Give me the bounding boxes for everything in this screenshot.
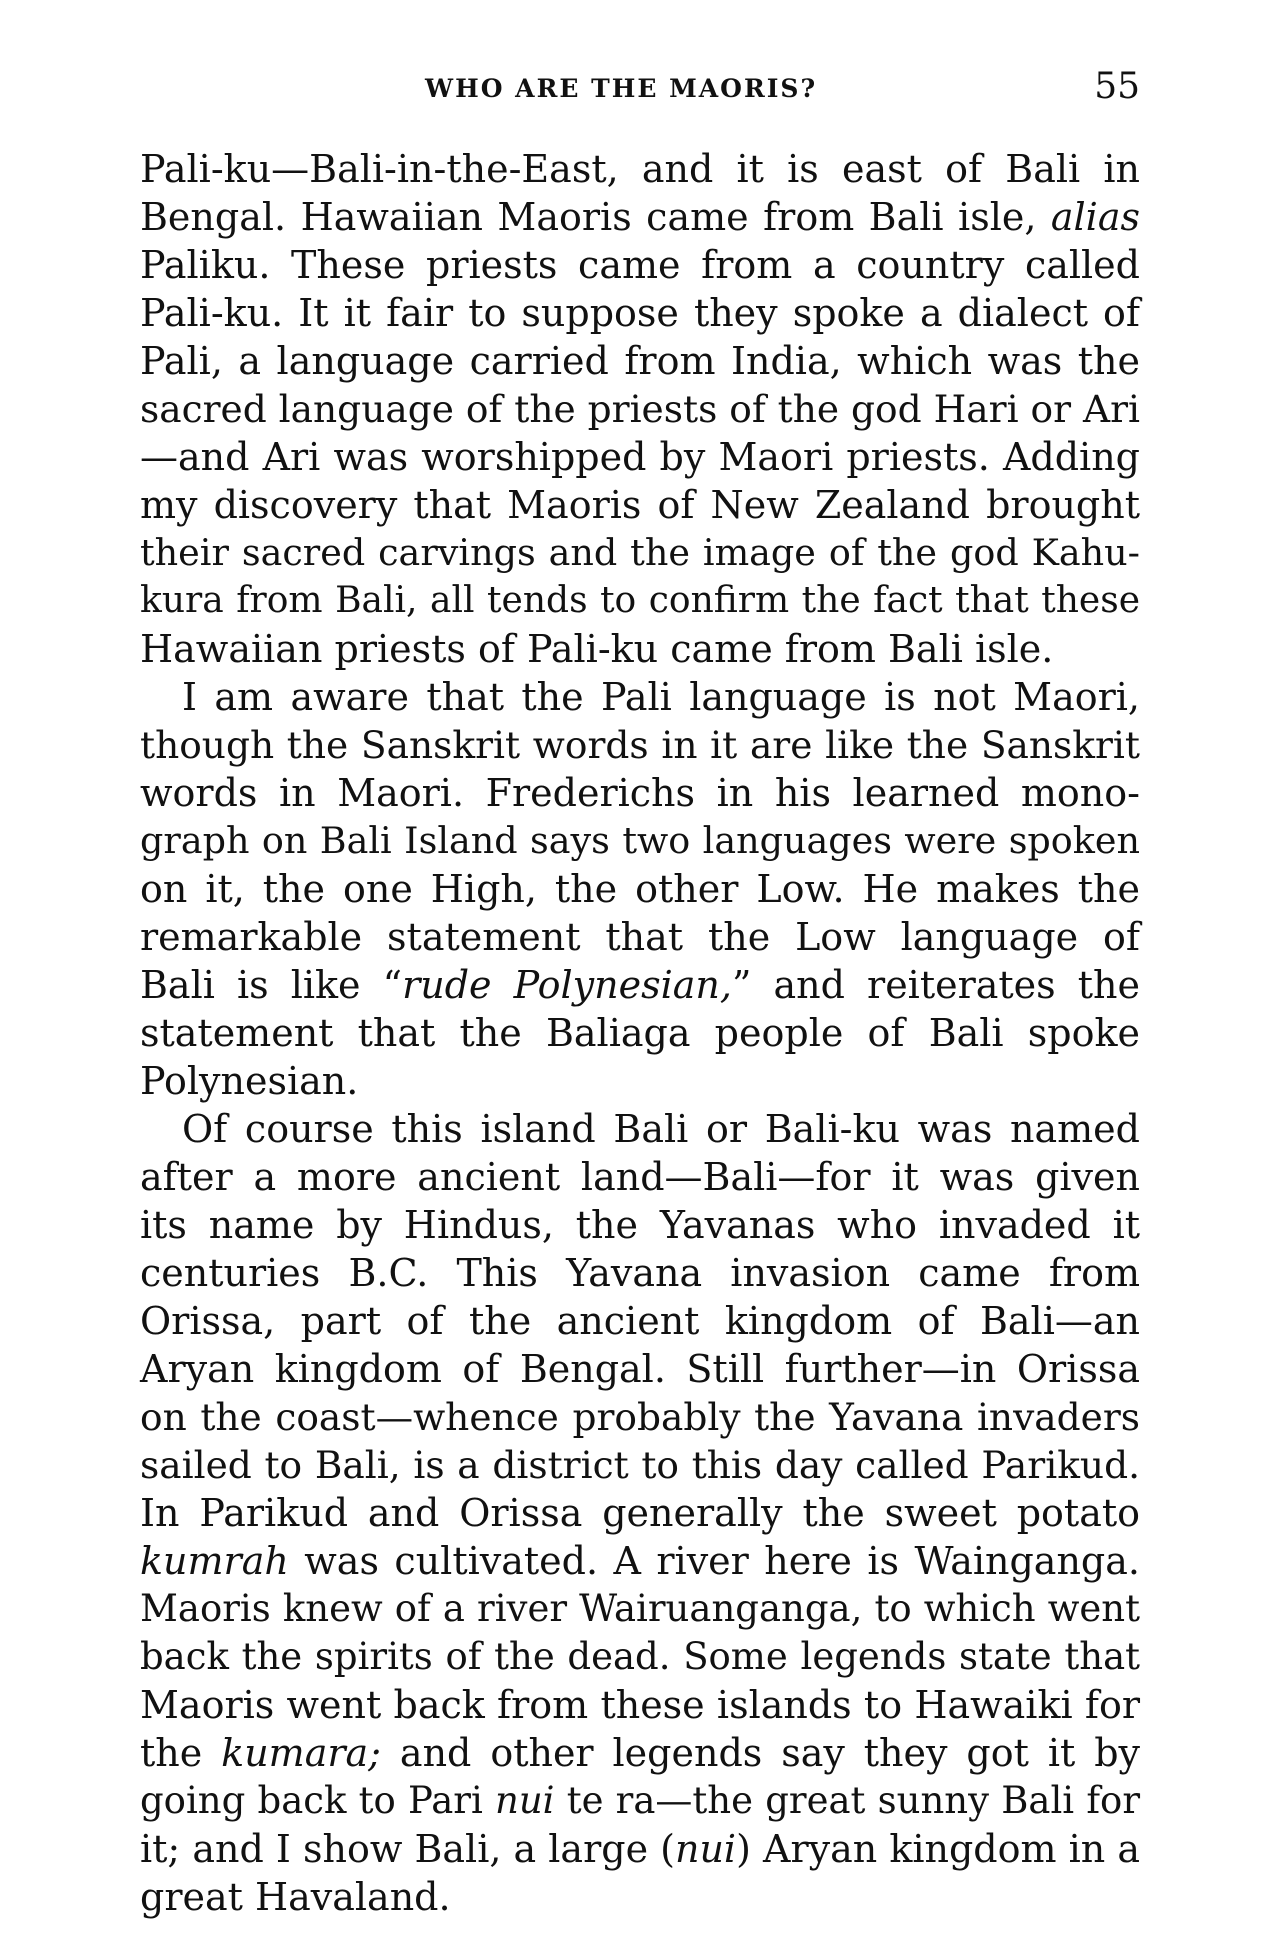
text-line: graph on Bali Island says two languages were spoken: [140, 819, 1140, 862]
running-head: [140, 66, 1140, 106]
text-line: Polynesian.: [140, 1059, 359, 1103]
text-line: Aryan kingdom of Bengal. Still further—in Orissa: [140, 1347, 1140, 1391]
text-line: on the coast—whence probably the Yavana invaders: [140, 1395, 1140, 1439]
text-line: Orissa, part of the ancient kingdom of Bali—an: [140, 1299, 1140, 1343]
text-line: Bengal. Hawaiian Maoris came from Bali isle, alias: [140, 195, 1140, 239]
text-line: it; and I show Bali, a large (nui) Aryan kingdom in a: [140, 1827, 1141, 1871]
text-line: after a more ancient land—Bali—for it was given: [140, 1155, 1140, 1199]
body-text: [140, 145, 1140, 1921]
page-number: 55: [1094, 66, 1140, 107]
text-line: remarkable statement that the Low language of: [140, 915, 1140, 959]
paragraph-1: [140, 145, 1140, 673]
text-line: Paliku. These priests came from a country called: [140, 243, 1140, 287]
text-line: its name by Hindus, the Yavanas who invaded it: [140, 1203, 1140, 1247]
text-line: on it, the one High, the other Low. He makes the: [140, 867, 1140, 911]
paragraph-2: [140, 673, 1140, 1105]
paragraph-3: [140, 1105, 1140, 1921]
text-line: I am aware that the Pali language is not Maori,: [182, 675, 1140, 719]
text-line: Maoris knew of a river Wairuanganga, to which went: [140, 1587, 1140, 1630]
text-line: kura from Bali, all tends to confirm the fact that these: [140, 580, 1140, 621]
text-line: Of course this island Bali or Bali-ku was named: [182, 1107, 1140, 1151]
running-title: WHO ARE THE MAORIS?: [425, 74, 818, 103]
text-line: —and Ari was worshipped by Maori priests. Adding: [140, 435, 1140, 479]
text-line: great Havaland.: [140, 1875, 451, 1919]
text-line: Pali-ku. It it fair to suppose they spoke a dialect of: [140, 291, 1140, 335]
text-line: statement that the Baliaga people of Bali spoke: [140, 1011, 1140, 1055]
text-line: kumrah was cultivated. A river here is Wainganga.: [140, 1539, 1140, 1583]
text-line: back the spirits of the dead. Some legends state that: [140, 1635, 1140, 1678]
text-line: In Parikud and Orissa generally the sweet potato: [140, 1491, 1140, 1535]
text-line: Hawaiian priests of Pali-ku came from Bali isle.: [140, 627, 1054, 671]
text-line: sailed to Bali, is a district to this day called Parikud.: [140, 1443, 1140, 1487]
text-line: Maoris went back from these islands to Hawaiki for: [140, 1683, 1140, 1727]
text-line: Pali-ku—Bali-in-the-East, and it is east of Bali in: [140, 147, 1140, 191]
text-line: Bali is like “rude Polynesian,” and reiterates the: [140, 963, 1140, 1007]
text-line: Pali, a language carried from India, which was the: [140, 339, 1140, 383]
text-line: though the Sanskrit words in it are like the Sanskrit: [140, 723, 1140, 767]
text-line: the kumara; and other legends say they got it by: [140, 1731, 1140, 1775]
text-line: centuries B.C. This Yavana invasion came from: [140, 1251, 1140, 1295]
text-line: going back to Pari nui te ra—the great sunny Bali for: [140, 1779, 1141, 1822]
text-line: sacred language of the priests of the god Hari or Ari: [140, 387, 1140, 431]
text-line: their sacred carvings and the image of the god Kahu-: [140, 531, 1140, 574]
text-line: my discovery that Maoris of New Zealand brought: [140, 483, 1140, 527]
text-line: words in Maori. Frederichs in his learned mono-: [140, 771, 1140, 815]
